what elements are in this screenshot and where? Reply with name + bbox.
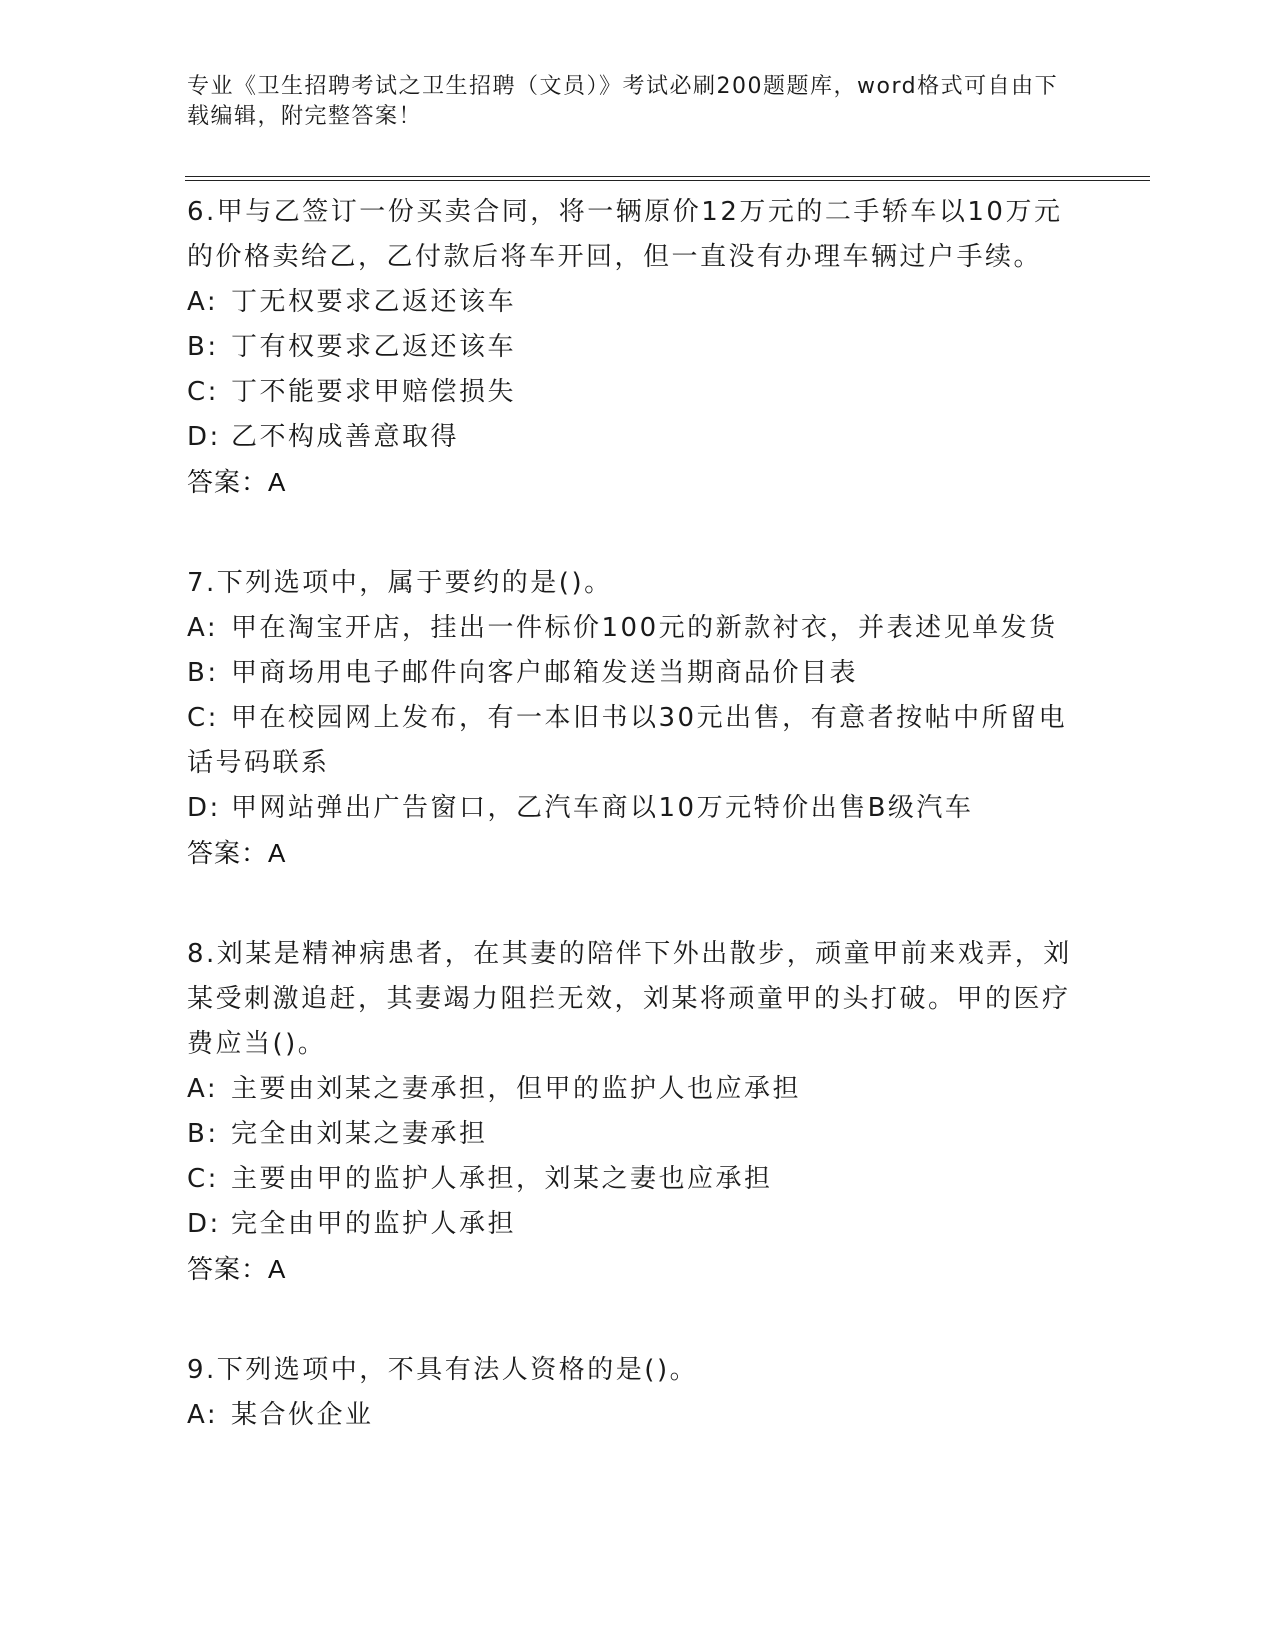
option-a [187,1067,1087,1112]
option-letter: A: [187,1074,219,1104]
question-8 [187,932,1087,1292]
option-a [187,1393,1087,1438]
option-letter: C: [187,703,219,733]
question-list [187,190,1087,1494]
option-text: 丁无权要求乙返还该车 [231,287,517,317]
answer-line: 答案：A [187,838,287,868]
question-6 [187,190,1087,505]
option-letter: B: [187,658,219,688]
question-9 [187,1348,1087,1438]
option-c [187,1157,1087,1202]
option-b [187,325,1087,370]
option-a [187,606,1087,651]
option-text: 甲在淘宝开店，挂出一件标价100元的新款衬衣，并表述见单发货 [231,613,1058,643]
option-letter: A: [187,1400,219,1430]
header-text: 专业《卫生招聘考试之卫生招聘（文员）》考试必刷200题题库，word格式可自由下载编辑，附完整答案！ [187,74,1059,129]
question-stem: 9.下列选项中，不具有法人资格的是()。 [187,1355,699,1385]
option-d [187,415,1087,460]
option-a [187,280,1087,325]
document-header [187,72,1067,132]
question-stem: 8.刘某是精神病患者，在其妻的陪伴下外出散步，顽童甲前来戏弄，刘某受刺激追赶，其妻竭力阻拦无效，刘某将顽童甲的头打破。甲的医疗费应当()。 [187,939,1072,1059]
option-text: 完全由刘某之妻承担 [231,1119,488,1149]
option-letter: C: [187,1164,219,1194]
option-d [187,786,1087,831]
option-text: 完全由甲的监护人承担 [231,1209,517,1239]
option-letter: D: [187,793,221,823]
option-text: 主要由甲的监护人承担，刘某之妻也应承担 [231,1164,773,1194]
question-7 [187,561,1087,876]
option-letter: B: [187,1119,219,1149]
option-letter: A: [187,613,219,643]
header-divider [185,176,1150,181]
option-letter: D: [187,422,221,452]
option-text: 甲网站弹出广告窗口，乙汽车商以10万元特价出售B级汽车 [231,793,974,823]
option-text: 甲在校园网上发布，有一本旧书以30元出售，有意者按帖中所留电话号码联系 [187,703,1068,778]
option-c [187,370,1087,415]
option-letter: D: [187,1209,221,1239]
option-text: 某合伙企业 [231,1400,374,1430]
option-text: 乙不构成善意取得 [231,422,460,452]
option-text: 丁有权要求乙返还该车 [231,332,517,362]
option-letter: A: [187,287,219,317]
option-text: 丁不能要求甲赔偿损失 [231,377,517,407]
option-c [187,696,1087,786]
option-text: 主要由刘某之妻承担，但甲的监护人也应承担 [231,1074,802,1104]
option-letter: B: [187,332,219,362]
option-d [187,1202,1087,1247]
option-letter: C: [187,377,219,407]
answer-line: 答案：A [187,467,287,497]
question-stem: 6.甲与乙签订一份买卖合同，将一辆原价12万元的二手轿车以10万元的价格卖给乙，乙付款后将车开回，但一直没有办理车辆过户手续。 [187,197,1063,272]
option-text: 甲商场用电子邮件向客户邮箱发送当期商品价目表 [231,658,859,688]
option-b [187,1112,1087,1157]
question-stem: 7.下列选项中，属于要约的是()。 [187,568,613,598]
answer-line: 答案：A [187,1254,287,1284]
option-b [187,651,1087,696]
